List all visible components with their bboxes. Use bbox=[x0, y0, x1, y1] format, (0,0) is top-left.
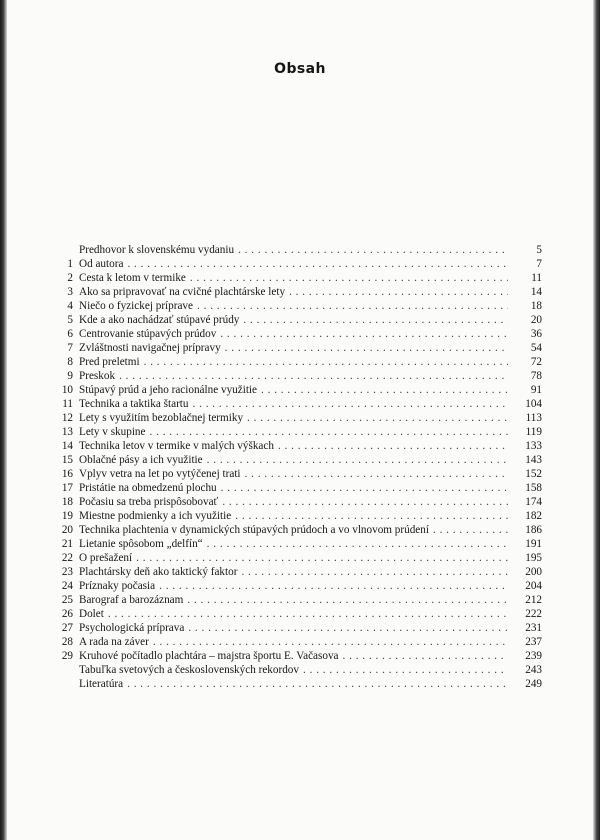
page-number: 133 bbox=[525, 440, 542, 452]
chapter-title: Pristátie na obmedzenú plochu bbox=[79, 482, 217, 494]
page-number: 200 bbox=[525, 566, 542, 578]
page-number: 143 bbox=[525, 454, 542, 466]
toc-entry bbox=[52, 271, 542, 285]
dot-leader bbox=[155, 579, 508, 593]
chapter-number: 27 bbox=[61, 622, 73, 634]
page-number: 174 bbox=[525, 496, 542, 508]
page-number: 191 bbox=[525, 538, 542, 550]
chapter-title: Technika letov v termike v malých výškach bbox=[79, 440, 274, 452]
chapter-title: Kde a ako nachádzať stúpavé prúdy bbox=[79, 314, 240, 326]
dot-leader bbox=[132, 551, 508, 565]
chapter-title: Predhovor k slovenskému vydaniu bbox=[79, 244, 235, 256]
chapter-number: 20 bbox=[61, 524, 73, 536]
chapter-title: Centrovanie stúpavých prúdov bbox=[79, 328, 217, 340]
chapter-number: 15 bbox=[61, 454, 73, 466]
chapter-number: 12 bbox=[61, 412, 73, 424]
page-number: 104 bbox=[525, 398, 542, 410]
page-number: 204 bbox=[525, 580, 542, 592]
chapter-number: 1 bbox=[67, 258, 73, 270]
toc-entry bbox=[52, 523, 542, 537]
toc-entry bbox=[52, 565, 542, 579]
chapter-number: 11 bbox=[62, 398, 73, 410]
page-number: 14 bbox=[530, 286, 542, 298]
toc-entry bbox=[52, 299, 542, 313]
toc-entry bbox=[52, 607, 542, 621]
dot-leader bbox=[216, 327, 508, 341]
page-number: 231 bbox=[525, 622, 542, 634]
toc-entry bbox=[52, 649, 542, 663]
dot-leader bbox=[146, 425, 509, 439]
page-number: 11 bbox=[531, 272, 542, 284]
chapter-title: Psychologická príprava bbox=[79, 622, 185, 634]
toc-entry bbox=[52, 411, 542, 425]
chapter-number: 24 bbox=[61, 580, 73, 592]
chapter-title: Zvláštnosti navigačnej prípravy bbox=[79, 342, 221, 354]
toc-entry bbox=[52, 439, 542, 453]
chapter-number: 5 bbox=[67, 314, 73, 326]
chapter-title: Technika a taktika štartu bbox=[79, 398, 189, 410]
dot-leader bbox=[339, 649, 508, 663]
chapter-title: Lety v skupine bbox=[79, 426, 146, 438]
dot-leader bbox=[218, 495, 508, 509]
dot-leader bbox=[123, 677, 508, 691]
dot-leader bbox=[274, 439, 508, 453]
dot-leader bbox=[243, 411, 508, 425]
dot-leader bbox=[241, 467, 508, 481]
toc-entry bbox=[52, 467, 542, 481]
chapter-title: Plachtársky deň ako taktický faktor bbox=[79, 566, 238, 578]
chapter-number: 19 bbox=[61, 510, 73, 522]
chapter-title: Technika plachtenia v dynamických stúpavých prúdoch a vo vlnovom prúdení bbox=[79, 524, 429, 536]
toc-entry bbox=[52, 453, 542, 467]
toc-entry bbox=[52, 383, 542, 397]
page-number: 158 bbox=[525, 482, 542, 494]
page-number: 5 bbox=[536, 244, 542, 256]
page-number: 113 bbox=[525, 412, 542, 424]
dot-leader bbox=[140, 355, 508, 369]
chapter-title: Počasiu sa treba prispôsobovať bbox=[79, 496, 219, 508]
chapter-title: Pred preletmi bbox=[79, 356, 140, 368]
toc-entry bbox=[52, 481, 542, 495]
dot-leader bbox=[203, 453, 508, 467]
chapter-number: 17 bbox=[61, 482, 73, 494]
chapter-number: 25 bbox=[61, 594, 73, 606]
chapter-number: 14 bbox=[61, 440, 73, 452]
dot-leader bbox=[217, 481, 508, 495]
chapter-number: 2 bbox=[67, 272, 73, 284]
dot-leader bbox=[231, 509, 508, 523]
chapter-title: Cesta k letom v termike bbox=[79, 272, 186, 284]
chapter-number: 28 bbox=[61, 636, 73, 648]
page-number: 249 bbox=[525, 678, 542, 690]
chapter-number: 16 bbox=[61, 468, 73, 480]
chapter-title: Ako sa pripravovať na cvičné plachtárske lety bbox=[79, 286, 286, 298]
chapter-number: 26 bbox=[61, 608, 73, 620]
chapter-title: Oblačné pásy a ich využitie bbox=[79, 454, 203, 466]
chapter-title: A rada na záver bbox=[79, 636, 149, 648]
page-number: 212 bbox=[525, 594, 542, 606]
dot-leader bbox=[115, 369, 508, 383]
dot-leader bbox=[193, 299, 508, 313]
page-edge-right bbox=[593, 0, 600, 840]
chapter-number: 10 bbox=[61, 384, 73, 396]
chapter-number: 13 bbox=[61, 426, 73, 438]
dot-leader bbox=[149, 635, 508, 649]
toc-entry bbox=[52, 243, 542, 257]
toc-entry bbox=[52, 397, 542, 411]
chapter-title: Lietanie spôsobom „delfín“ bbox=[79, 538, 203, 550]
page-number: 91 bbox=[530, 384, 542, 396]
page-number: 152 bbox=[525, 468, 542, 480]
page-number: 7 bbox=[536, 258, 542, 270]
chapter-title: Vplyv vetra na let po vytýčenej trati bbox=[79, 468, 241, 480]
dot-leader bbox=[237, 565, 508, 579]
dot-leader bbox=[186, 271, 508, 285]
toc-entry bbox=[52, 425, 542, 439]
chapter-number: 21 bbox=[61, 538, 73, 550]
chapter-title: Príznaky počasia bbox=[79, 580, 156, 592]
toc-entry bbox=[52, 341, 542, 355]
page-number: 72 bbox=[530, 356, 542, 368]
page-number: 186 bbox=[525, 524, 542, 536]
toc-entry bbox=[52, 327, 542, 341]
page-number: 222 bbox=[525, 608, 542, 620]
chapter-title: O prešažení bbox=[79, 552, 133, 564]
dot-leader bbox=[123, 257, 508, 271]
chapter-title: Od autora bbox=[79, 258, 124, 270]
dot-leader bbox=[257, 383, 508, 397]
page-number: 243 bbox=[525, 664, 542, 676]
chapter-title: Tabuľka svetových a československých rekordov bbox=[79, 664, 299, 676]
toc-entry bbox=[52, 495, 542, 509]
dot-leader bbox=[203, 537, 508, 551]
chapter-number: 29 bbox=[61, 650, 73, 662]
table-of-contents bbox=[52, 243, 542, 691]
toc-entry bbox=[52, 579, 542, 593]
toc-entry bbox=[52, 285, 542, 299]
page-number: 54 bbox=[530, 342, 542, 354]
dot-leader bbox=[234, 243, 508, 257]
dot-leader bbox=[183, 593, 508, 607]
page-number: 36 bbox=[530, 328, 542, 340]
chapter-title: Lety s využitím bezoblačnej termiky bbox=[79, 412, 244, 424]
page-number: 20 bbox=[530, 314, 542, 326]
dot-leader bbox=[239, 313, 508, 327]
page-number: 195 bbox=[525, 552, 542, 564]
chapter-title: Dolet bbox=[79, 608, 104, 620]
chapter-title: Kruhové počítadlo plachtára – majstra športu E. Vačasova bbox=[79, 650, 339, 662]
chapter-number: 4 bbox=[67, 300, 73, 312]
toc-entry bbox=[52, 355, 542, 369]
page-title: Obsah bbox=[274, 61, 326, 77]
chapter-number: 6 bbox=[67, 328, 73, 340]
dot-leader bbox=[429, 523, 508, 537]
page-number: 239 bbox=[525, 650, 542, 662]
chapter-title: Literatúra bbox=[79, 678, 124, 690]
chapter-number: 9 bbox=[67, 370, 73, 382]
toc-entry bbox=[52, 537, 542, 551]
toc-entry bbox=[52, 593, 542, 607]
chapter-title: Niečo o fyzickej príprave bbox=[79, 300, 193, 312]
dot-leader bbox=[184, 621, 508, 635]
chapter-title: Stúpavý prúd a jeho racionálne využitie bbox=[79, 384, 258, 396]
page-number: 237 bbox=[525, 636, 542, 648]
toc-entry bbox=[52, 677, 542, 691]
chapter-number: 18 bbox=[61, 496, 73, 508]
dot-leader bbox=[189, 397, 509, 411]
dot-leader bbox=[104, 607, 508, 621]
dot-leader bbox=[285, 285, 508, 299]
dot-leader bbox=[299, 663, 508, 677]
chapter-title: Barograf a barozáznam bbox=[79, 594, 184, 606]
chapter-title: Preskok bbox=[79, 370, 116, 382]
page-number: 182 bbox=[525, 510, 542, 522]
page-number: 119 bbox=[525, 426, 542, 438]
toc-entry bbox=[52, 551, 542, 565]
chapter-number: 7 bbox=[67, 342, 73, 354]
toc-entry bbox=[52, 635, 542, 649]
page-edge-left bbox=[0, 0, 7, 840]
chapter-number: 23 bbox=[61, 566, 73, 578]
toc-entry bbox=[52, 509, 542, 523]
toc-entry bbox=[52, 313, 542, 327]
toc-entry bbox=[52, 663, 542, 677]
toc-entry bbox=[52, 621, 542, 635]
chapter-number: 8 bbox=[67, 356, 73, 368]
page-number: 78 bbox=[530, 370, 542, 382]
page-number: 18 bbox=[530, 300, 542, 312]
toc-entry bbox=[52, 369, 542, 383]
chapter-number: 22 bbox=[61, 552, 73, 564]
chapter-number: 3 bbox=[67, 286, 73, 298]
chapter-title: Miestne podmienky a ich využitie bbox=[79, 510, 232, 522]
toc-entry bbox=[52, 257, 542, 271]
dot-leader bbox=[221, 341, 508, 355]
